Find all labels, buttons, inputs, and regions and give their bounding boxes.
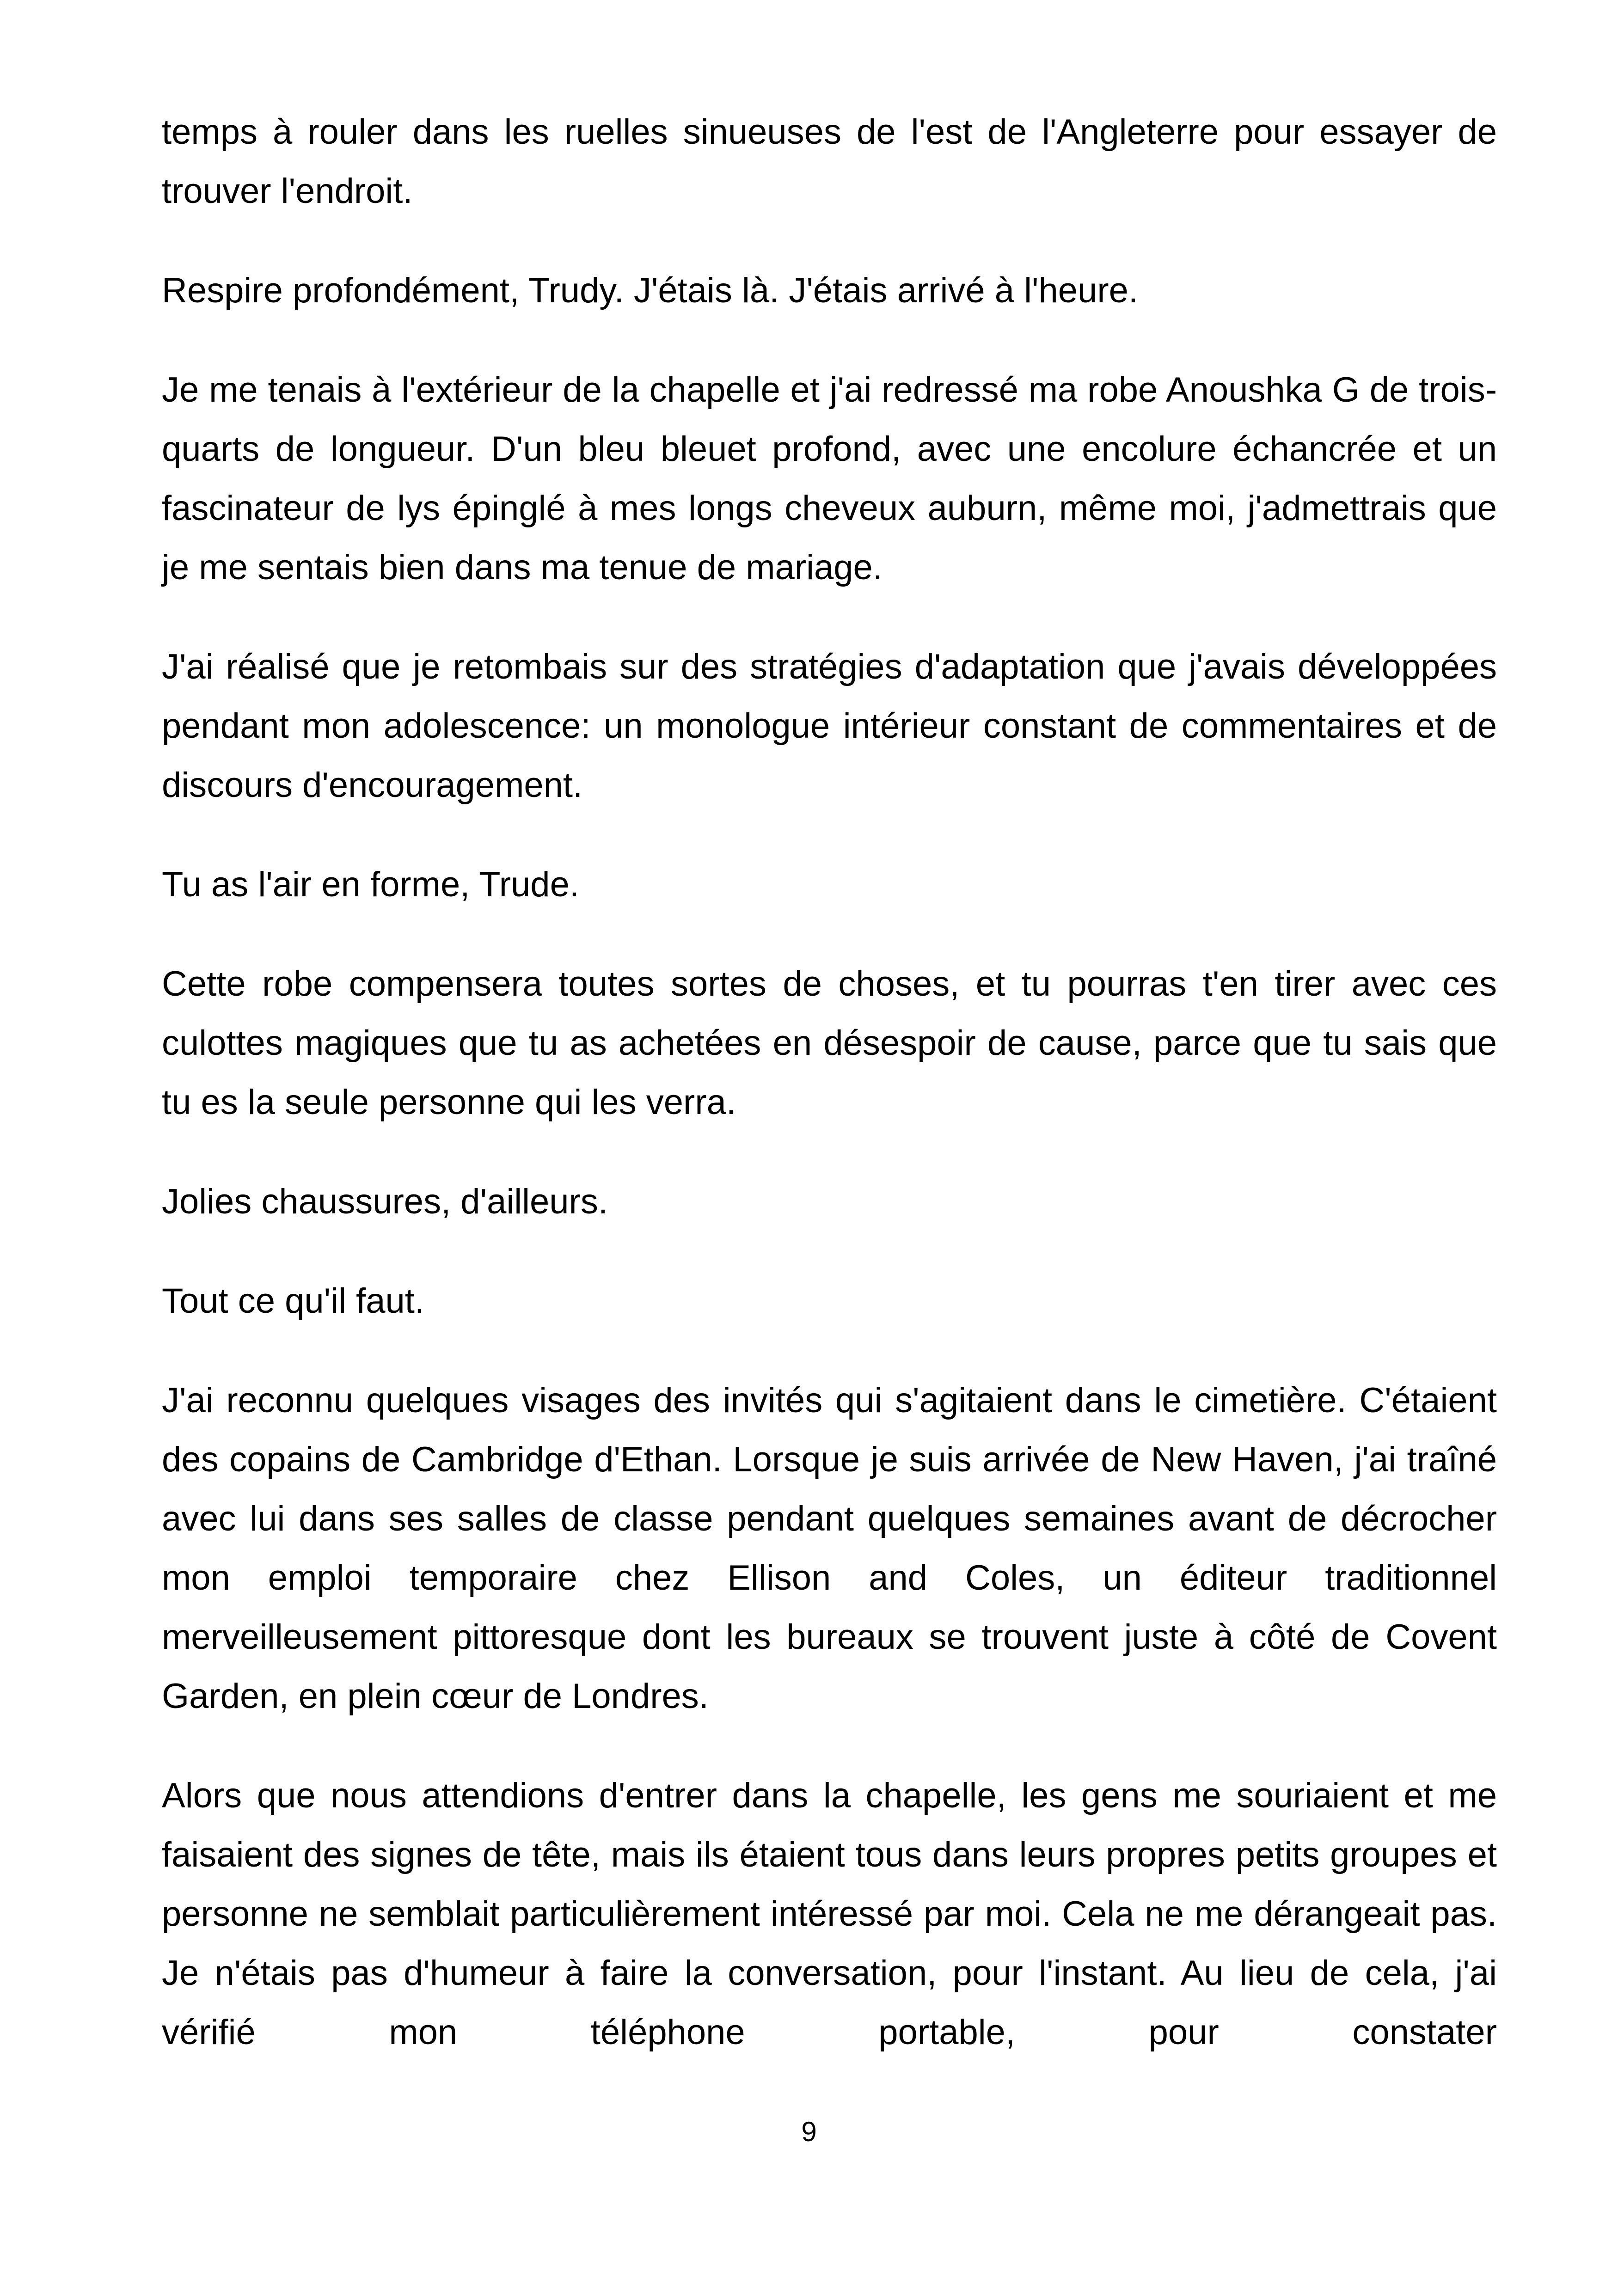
paragraph: J'ai réalisé que je retombais sur des stratégies d'adaptation que j'avais développées pendant mon adolescence: un monologue intérieur constant de commentaires et de discours d'encouragement. <box>162 647 1497 805</box>
paragraph: Tout ce qu'il faut. <box>162 1281 424 1321</box>
paragraph: Respire profondément, Trudy. J'étais là. J'étais arrivé à l'heure. <box>162 271 1139 310</box>
paragraph: temps à rouler dans les ruelles sinueuses de l'est de l'Angleterre pour essayer de trouver l'endroit. <box>162 112 1497 211</box>
paragraph: Tu as l'air en forme, Trude. <box>162 865 579 904</box>
page-number: 9 <box>801 2116 817 2147</box>
paragraph: Cette robe compensera toutes sortes de choses, et tu pourras t'en tirer avec ces culottes magiques que tu as achetées en désespoir de cause, parce que tu sais que tu es la seule personne qui les verra. <box>162 964 1497 1122</box>
paragraph: Alors que nous attendions d'entrer dans la chapelle, les gens me souriaient et me faisaient des signes de tête, mais ils étaient tous dans leurs propres petits groupes et personne ne semblait particulièrement intéressé par moi. Cela ne me dérangeait pas. Je n'étais pas d'humeur à faire la conversation, pour l'instant. Au lieu de cela, j'ai vérifié mon téléphone portable, pour constater <box>162 1776 1497 2052</box>
body-text <box>162 103 1497 2062</box>
paragraph: J'ai reconnu quelques visages des invités qui s'agitaient dans le cimetière. C'étaient des copains de Cambridge d'Ethan. Lorsque je suis arrivée de New Haven, j'ai traîné avec lui dans ses salles de classe pendant quelques semaines avant de décrocher mon emploi temporaire chez Ellison and Coles, un éditeur traditionnel merveilleusement pittoresque dont les bureaux se trouvent juste à côté de Covent Garden, en plein cœur de Londres. <box>162 1381 1497 1716</box>
paragraph: Jolies chaussures, d'ailleurs. <box>162 1182 608 1221</box>
paragraph: Je me tenais à l'extérieur de la chapelle et j'ai redressé ma robe Anoushka G de trois-quarts de longueur. D'un bleu bleuet profond, avec une encolure échancrée et un fascinateur de lys épinglé à mes longs cheveux auburn, même moi, j'admettrais que je me sentais bien dans ma tenue de mariage. <box>162 370 1497 587</box>
